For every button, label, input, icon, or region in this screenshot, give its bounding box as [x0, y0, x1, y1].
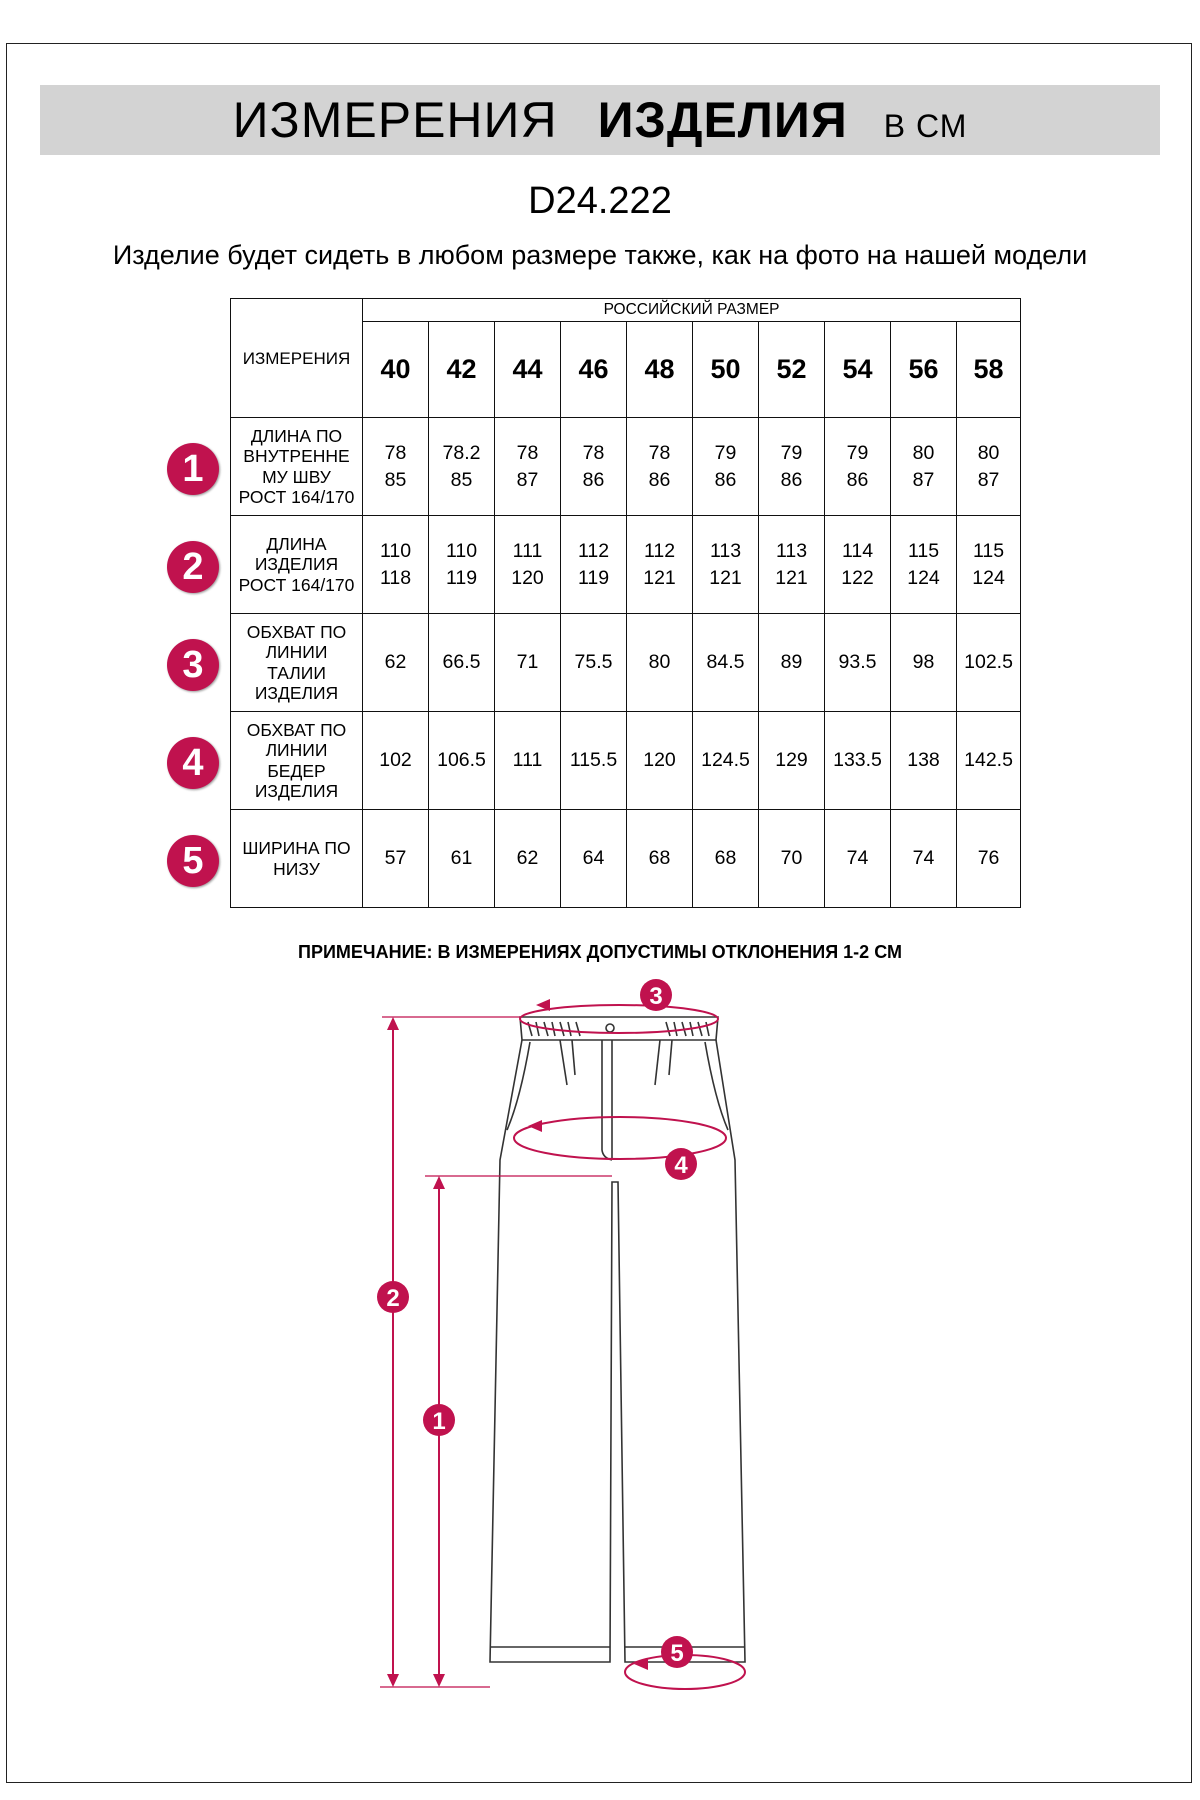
cell-value: 138	[907, 749, 940, 771]
cell-value: 110	[445, 539, 478, 562]
row-label-line: МУ ШВУ	[262, 466, 331, 487]
cell-value: 62	[384, 651, 407, 673]
cell-value: 133.5	[833, 749, 882, 771]
cell-value: 112	[577, 539, 610, 562]
pants-outline	[490, 1017, 745, 1662]
size-header: 50	[693, 322, 759, 418]
row-label-line: ДЛИНА	[266, 533, 327, 554]
cell-value: 120	[643, 749, 676, 771]
cell-value: 121	[775, 566, 808, 589]
cell-value: 79	[780, 441, 803, 464]
cell-value: 70	[780, 847, 803, 869]
cell-value: 110	[379, 539, 412, 562]
cell-value: 57	[384, 847, 407, 869]
cell-value: 142.5	[964, 749, 1013, 771]
row-label-line: ИЗДЕЛИЯ	[254, 554, 339, 575]
cell-value: 124	[972, 566, 1005, 589]
cell-value: 102.5	[964, 651, 1013, 673]
svg-text:3: 3	[649, 983, 663, 1010]
cell-value: 86	[846, 468, 869, 491]
cell-value: 124.5	[701, 749, 750, 771]
row-label-line: ШИРИНА ПО	[242, 838, 351, 858]
cell-value: 78	[648, 441, 671, 464]
row-label-line: РОСТ 164/170	[238, 574, 355, 595]
cell-value: 85	[450, 468, 473, 491]
row-label-line: ОБХВАТ ПО	[246, 621, 347, 642]
cell-value: 80	[912, 441, 935, 464]
size-header: 58	[957, 322, 1021, 418]
row-badge-4: 4	[167, 737, 219, 789]
cell-value: 112	[643, 539, 676, 562]
cell-value: 86	[714, 468, 737, 491]
size-header: 40	[363, 322, 429, 418]
corner-label: ИЗМЕРЕНИЯ	[231, 299, 363, 418]
cell-value: 113	[709, 539, 742, 562]
row-label-line: ТАЛИИ	[267, 662, 326, 683]
svg-text:5: 5	[670, 1640, 684, 1667]
row-label-line: НИЗУ	[273, 858, 320, 879]
size-header: 44	[495, 322, 561, 418]
cell-value: 124	[907, 566, 940, 589]
diagram-badge-5	[661, 1636, 693, 1668]
row-badge-3: 3	[167, 639, 219, 691]
row-label-line: РОСТ 164/170	[238, 487, 355, 507]
cell-value: 87	[912, 468, 935, 491]
cell-value: 121	[643, 566, 676, 589]
cell-value: 115	[907, 539, 940, 562]
title-bold: ИЗДЕЛИЯ	[597, 92, 848, 148]
cell-value: 80	[977, 441, 1000, 464]
cell-value: 115.5	[569, 749, 618, 771]
cell-value: 79	[714, 441, 737, 464]
cell-value: 120	[511, 566, 544, 589]
cell-value: 102	[379, 749, 412, 771]
row-label-line: ОБХВАТ ПО	[246, 719, 347, 740]
cell-value: 68	[714, 847, 737, 869]
svg-text:2: 2	[386, 1285, 400, 1312]
cell-value: 98	[912, 651, 935, 673]
size-header: 48	[627, 322, 693, 418]
cell-value: 85	[384, 468, 407, 491]
cell-value: 61	[450, 847, 473, 869]
hip-measure-line	[514, 1117, 726, 1159]
size-group-header: РОССИЙСКИЙ РАЗМЕР	[363, 299, 1021, 322]
cell-value: 80	[648, 651, 671, 673]
cell-value: 87	[516, 468, 539, 491]
row-badge-5: 5	[167, 835, 219, 887]
cell-value: 119	[577, 566, 610, 589]
cell-value: 111	[512, 539, 543, 562]
cell-value: 68	[648, 847, 671, 869]
row-label-line: ЛИНИИ	[265, 642, 328, 662]
diagram-badge-2	[377, 1281, 409, 1313]
cell-value: 64	[582, 847, 605, 869]
cell-value: 74	[912, 847, 935, 869]
cell-value: 78	[582, 441, 605, 464]
cell-value: 86	[582, 468, 605, 491]
diagram-badges	[377, 979, 697, 1668]
cell-value: 114	[841, 539, 874, 562]
cell-value: 78	[384, 441, 407, 464]
cell-value: 84.5	[706, 651, 745, 673]
cell-value: 62	[516, 847, 539, 869]
article-number: D24.222	[528, 180, 672, 222]
size-header: 52	[759, 322, 825, 418]
measure-lines	[380, 1005, 745, 1689]
cell-value: 115	[972, 539, 1005, 562]
title-light: ИЗМЕРЕНИЯ	[232, 92, 558, 148]
cell-value: 79	[846, 441, 869, 464]
svg-text:1: 1	[432, 1408, 446, 1435]
cell-value: 129	[775, 749, 808, 771]
row-label-line: ИЗДЕЛИЯ	[254, 683, 339, 703]
cell-value: 74	[846, 847, 869, 869]
size-header: 54	[825, 322, 891, 418]
diagram-badge-1	[423, 1404, 455, 1436]
cell-value: 78.2	[442, 441, 481, 464]
cell-value: 118	[379, 566, 412, 589]
row-label-line: БЕДЕР	[267, 760, 326, 781]
subtitle: Изделие будет сидеть в любом размере также, как на фото на нашей модели	[112, 240, 1088, 270]
cell-value: 122	[841, 566, 874, 589]
cell-value: 71	[516, 651, 539, 673]
cell-value: 111	[512, 749, 543, 771]
cell-value: 113	[775, 539, 808, 562]
size-header: 56	[891, 322, 957, 418]
cell-value: 86	[780, 468, 803, 491]
cell-value: 87	[977, 468, 1000, 491]
row-label-line: ДЛИНА ПО	[250, 425, 343, 446]
diagram-badge-3	[640, 979, 672, 1011]
cell-value: 76	[977, 847, 1000, 869]
diagram-badge-4	[665, 1148, 697, 1180]
cell-value: 78	[516, 441, 539, 464]
row-label-line: ИЗДЕЛИЯ	[254, 781, 339, 801]
cell-value: 119	[445, 566, 478, 589]
size-header: 42	[429, 322, 495, 418]
row-badge-2: 2	[167, 541, 219, 593]
svg-text:4: 4	[674, 1152, 688, 1179]
cell-value: 86	[648, 468, 671, 491]
title-unit: В СМ	[883, 108, 968, 144]
cell-value: 66.5	[442, 651, 481, 673]
row-label-line: ЛИНИИ	[265, 740, 328, 760]
cell-value: 106.5	[437, 749, 486, 771]
cell-value: 89	[780, 651, 803, 673]
cell-value: 75.5	[574, 651, 613, 673]
row-label-line: ВНУТРЕННЕ	[243, 446, 350, 466]
cell-value: 121	[709, 566, 742, 589]
cell-value: 93.5	[838, 651, 877, 673]
tolerance-note: ПРИМЕЧАНИЕ: В ИЗМЕРЕНИЯХ ДОПУСТИМЫ ОТКЛОНЕНИЯ 1-2 СМ	[298, 942, 902, 962]
row-badge-1: 1	[167, 443, 219, 495]
size-header: 46	[561, 322, 627, 418]
